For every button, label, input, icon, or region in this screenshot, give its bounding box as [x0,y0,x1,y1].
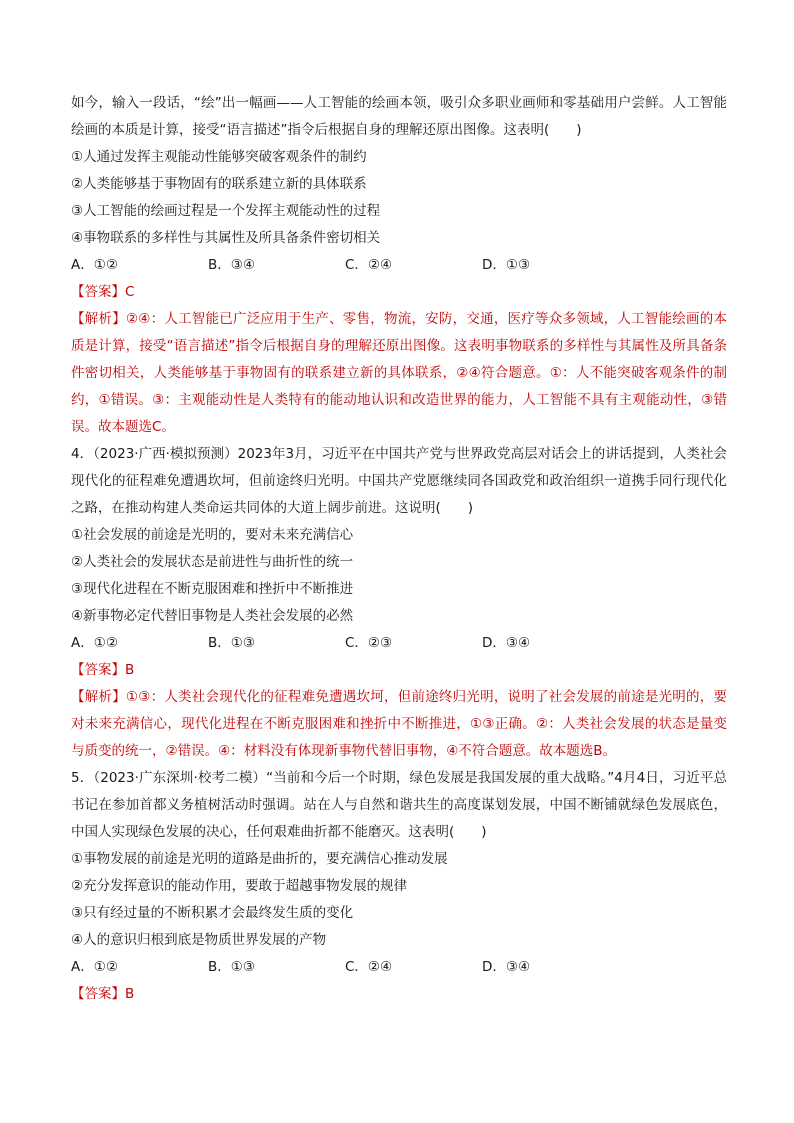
question-3-answer [71,279,727,306]
question-3-item-3: ③人工智能的绘画过程是一个发挥主观能动性的过程 [71,203,381,219]
answer-value: B [125,662,135,678]
option-d: D．①③ [482,257,531,273]
analysis-text: ①③：人类社会现代化的征程难免遭遇坎坷，但前途终归光明，说明了社会发展的前途是光明的，要对未来充满信心，现代化进程在不断克服困难和挫折中不断推进，①③正确。②：人类社会发展的状态是量变与质变的统一，②错误。④：材料没有体现新事物代替旧事物，④不符合题意。故本题选B。 [71,689,727,759]
question-5-stem: 5．（2023·广东深圳·校考二模）“当前和今后一个时期，绿色发展是我国发展的重大战略。”4月4日，习近平总书记在参加首都义务植树活动时强调。站在人与自然和谐共生的高度谋划发展，中国不断铺就绿色发展底色，中国人实现绿色发展的决心，任何艰难曲折都不能磨灭。这表明( ) [71,770,727,840]
analysis-label: 【解析】 [71,311,126,327]
answer-value: C [125,284,135,300]
option-c: C．②④ [345,959,393,975]
question-4-options [71,630,727,657]
option-a: A．①② [71,257,118,273]
question-4-item-4: ④新事物必定代替旧事物是人类社会发展的必然 [71,608,354,624]
question-3-item-1: ①人通过发挥主观能动性能够突破客观条件的制约 [71,149,367,165]
option-a: A．①② [71,635,118,651]
question-4-stem: 4．（2023·广西·模拟预测）2023年3月，习近平在中国共产党与世界政党高层对话会上的讲话提到，人类社会现代化的征程难免遭遇坎坷，但前途终归光明。中国共产党愿继续同各国政党和政治组织一道携手同行现代化之路，在推动构建人类命运共同体的大道上阔步前进。这说明( ) [71,446,727,516]
question-5-item-1: ①事物发展的前途是光明的道路是曲折的，要充满信心推动发展 [71,851,448,867]
analysis-label: 【解析】 [71,689,126,705]
question-5-answer [71,981,727,1008]
question-5-item-4: ④人的意识归根到底是物质世界发展的产物 [71,932,327,948]
question-3-item-4: ④事物联系的多样性与其属性及所具备条件密切相关 [71,230,381,246]
question-4-answer [71,657,727,684]
answer-label: 【答案】 [71,662,125,678]
question-4-analysis [71,684,727,765]
question-3-options [71,252,727,279]
question-4-item-2: ②人类社会的发展状态是前进性与曲折性的统一 [71,554,354,570]
question-3-item-2: ②人类能够基于事物固有的联系建立新的具体联系 [71,176,367,192]
answer-label: 【答案】 [71,986,125,1002]
question-5-options [71,954,727,981]
option-d: D．③④ [482,959,531,975]
document-page [71,90,727,1008]
option-a: A．①② [71,959,118,975]
question-3-analysis [71,306,727,441]
answer-value: B [125,986,135,1002]
option-b: B．①③ [208,959,255,975]
analysis-text: ②④：人工智能已广泛应用于生产、零售，物流，安防，交通，医疗等众多领域，人工智能绘画的本质是计算，接受“语言描述”指令后根据自身的理解还原出图像。这表明事物联系的多样性与其属性及所具备条件密切相关，人类能够基于事物固有的联系建立新的具体联系，②④符合题意。①：人不能突破客观条件的制约，①错误。③：主观能动性是人类特有的能动地认识和改造世界的能力，人工智能不具有主观能动性，③错误。故本题选C。 [71,311,727,435]
question-4-item-1: ①社会发展的前途是光明的，要对未来充满信心 [71,527,354,543]
question-5-item-3: ③只有经过量的不断积累才会最终发生质的变化 [71,905,354,921]
question-5-item-2: ②充分发挥意识的能动作用，要敢于超越事物发展的规律 [71,878,408,894]
option-c: C．②③ [345,635,393,651]
option-b: B．③④ [208,257,255,273]
option-b: B．①③ [208,635,255,651]
answer-label: 【答案】 [71,284,125,300]
question-3-stem: 如今，输入一段话，“绘”出一幅画——人工智能的绘画本领，吸引众多职业画师和零基础用户尝鲜。人工智能绘画的本质是计算，接受“语言描述”指令后根据自身的理解还原出图像。这表明( ) [71,95,727,138]
option-c: C．②④ [345,257,393,273]
option-d: D．③④ [482,635,531,651]
question-4-item-3: ③现代化进程在不断克服困难和挫折中不断推进 [71,581,354,597]
